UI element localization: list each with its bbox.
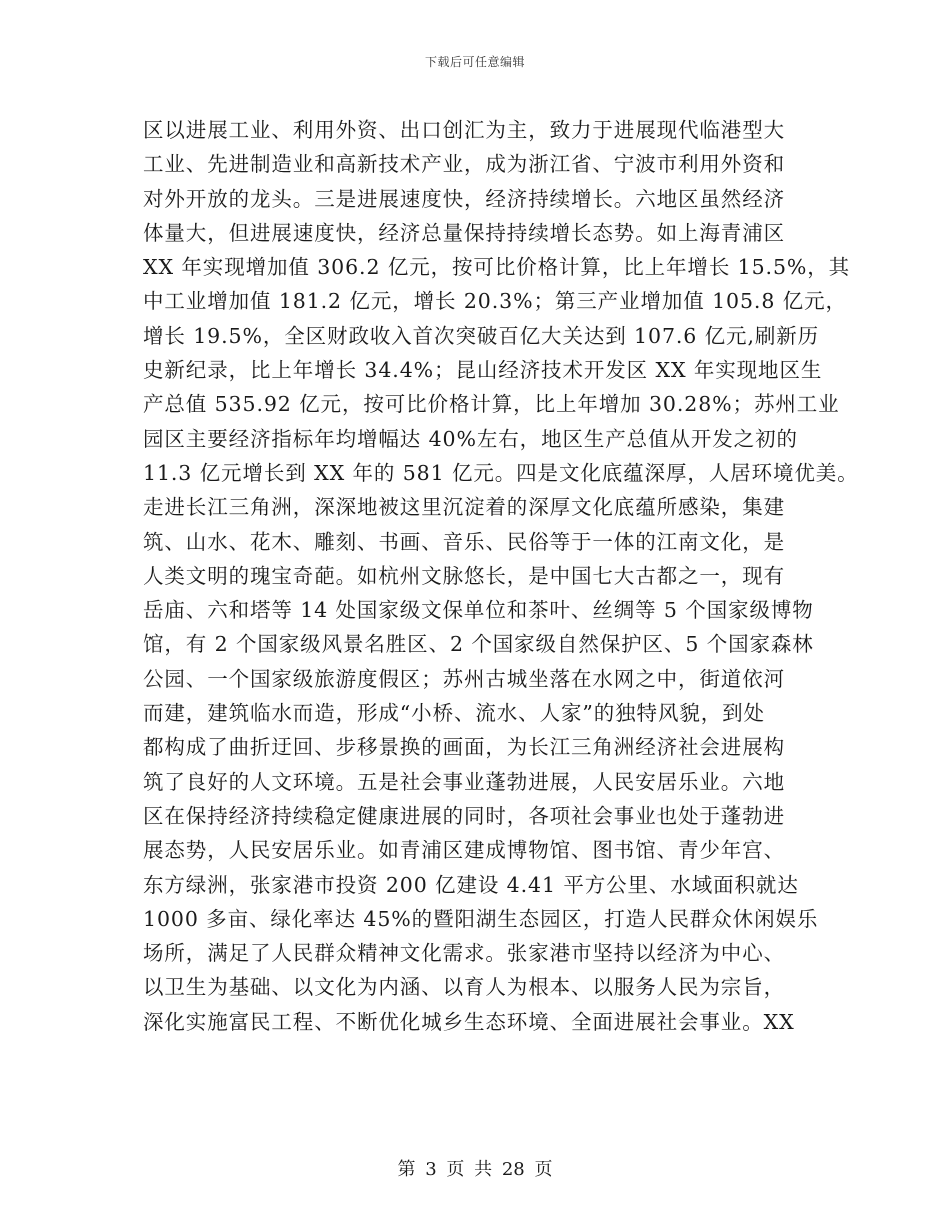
page-header: 下载后可任意编辑 xyxy=(424,55,525,69)
text-line: 人类文明的瑰宝奇葩。如杭州文脉悠长，是中国七大古都之一，现有 xyxy=(143,563,785,588)
text-line: 体量大，但进展速度快，经济总量保持持续增长态势。如上海青浦区 xyxy=(143,220,785,245)
text-line: 岳庙、六和塔等 14 处国家级文保单位和茶叶、丝绸等 5 个国家级博物 xyxy=(143,598,814,623)
text-line: 都构成了曲折迂回、步移景换的画面，为长江三角洲经济社会进展构 xyxy=(143,735,785,760)
text-line: 增长 19.5%，全区财政收入首次突破百亿大关达到 107.6 亿元,刷新历 xyxy=(143,323,820,348)
text-line: 区在保持经济持续稳定健康进展的同时，各项社会事业也处于蓬勃进 xyxy=(143,803,785,828)
text-line: 场所，满足了人民群众精神文化需求。张家港市坚持以经济为中心、 xyxy=(143,941,785,966)
text-line: 对外开放的龙头。三是进展速度快，经济持续增长。六地区虽然经济 xyxy=(143,186,785,211)
text-line: 而建，建筑临水而造，形成“小桥、流水、人家”的独特风貌，到处 xyxy=(143,701,765,726)
text-line: 史新纪录，比上年增长 34.4%；昆山经济技术开发区 XX 年实现地区生 xyxy=(143,358,823,383)
text-line: 公园、一个国家级旅游度假区；苏州古城坐落在水网之中，街道依河 xyxy=(143,666,785,691)
page-footer: 第 3 页 共 28 页 xyxy=(397,1159,553,1180)
text-line: 区以进展工业、利用外资、出口创汇为主，致力于进展现代临港型大 xyxy=(143,118,785,142)
text-line: 中工业增加值 181.2 亿元，增长 20.3%；第三产业增加值 105.8 亿元， xyxy=(143,289,847,314)
text-line: XX 年实现增加值 306.2 亿元，按可比价格计算，比上年增长 15.5%，其 xyxy=(143,255,851,280)
document-body xyxy=(143,113,859,1039)
text-line: 走进长江三角洲，深深地被这里沉淀着的深厚文化底蕴所感染，集建 xyxy=(143,495,785,520)
text-line: 筑了良好的人文环境。五是社会事业蓬勃进展，人民安居乐业。六地 xyxy=(143,769,785,794)
text-line: 11.3 亿元增长到 XX 年的 581 亿元。四是文化底蕴深厚，人居环境优美。 xyxy=(143,460,859,485)
text-line: 园区主要经济指标年均增幅达 40%左右，地区生产总值从开发之初的 xyxy=(143,426,798,451)
text-line: 馆，有 2 个国家级风景名胜区、2 个国家级自然保护区、5 个国家森林 xyxy=(143,632,814,657)
text-line: 东方绿洲，张家港市投资 200 亿建设 4.41 平方公里、水域面积就达 xyxy=(143,872,799,897)
text-line: 工业、先进制造业和高新技术产业，成为浙江省、宁波市利用外资和 xyxy=(143,152,785,177)
text-line: 筑、山水、花木、雕刻、书画、音乐、民俗等于一体的江南文化，是 xyxy=(143,529,785,554)
text-line: 展态势，人民安居乐业。如青浦区建成博物馆、图书馆、青少年宫、 xyxy=(143,838,785,863)
text-line: 深化实施富民工程、不断优化城乡生态环境、全面进展社会事业。XX xyxy=(143,1009,795,1034)
text-line: 以卫生为基础、以文化为内涵、以育人为根本、以服务人民为宗旨， xyxy=(143,975,785,1000)
text-line: 产总值 535.92 亿元，按可比价格计算，比上年增加 30.28%；苏州工业 xyxy=(143,392,840,417)
text-line: 1000 多亩、绿化率达 45%的暨阳湖生态园区，打造人民群众休闲娱乐 xyxy=(143,906,819,931)
